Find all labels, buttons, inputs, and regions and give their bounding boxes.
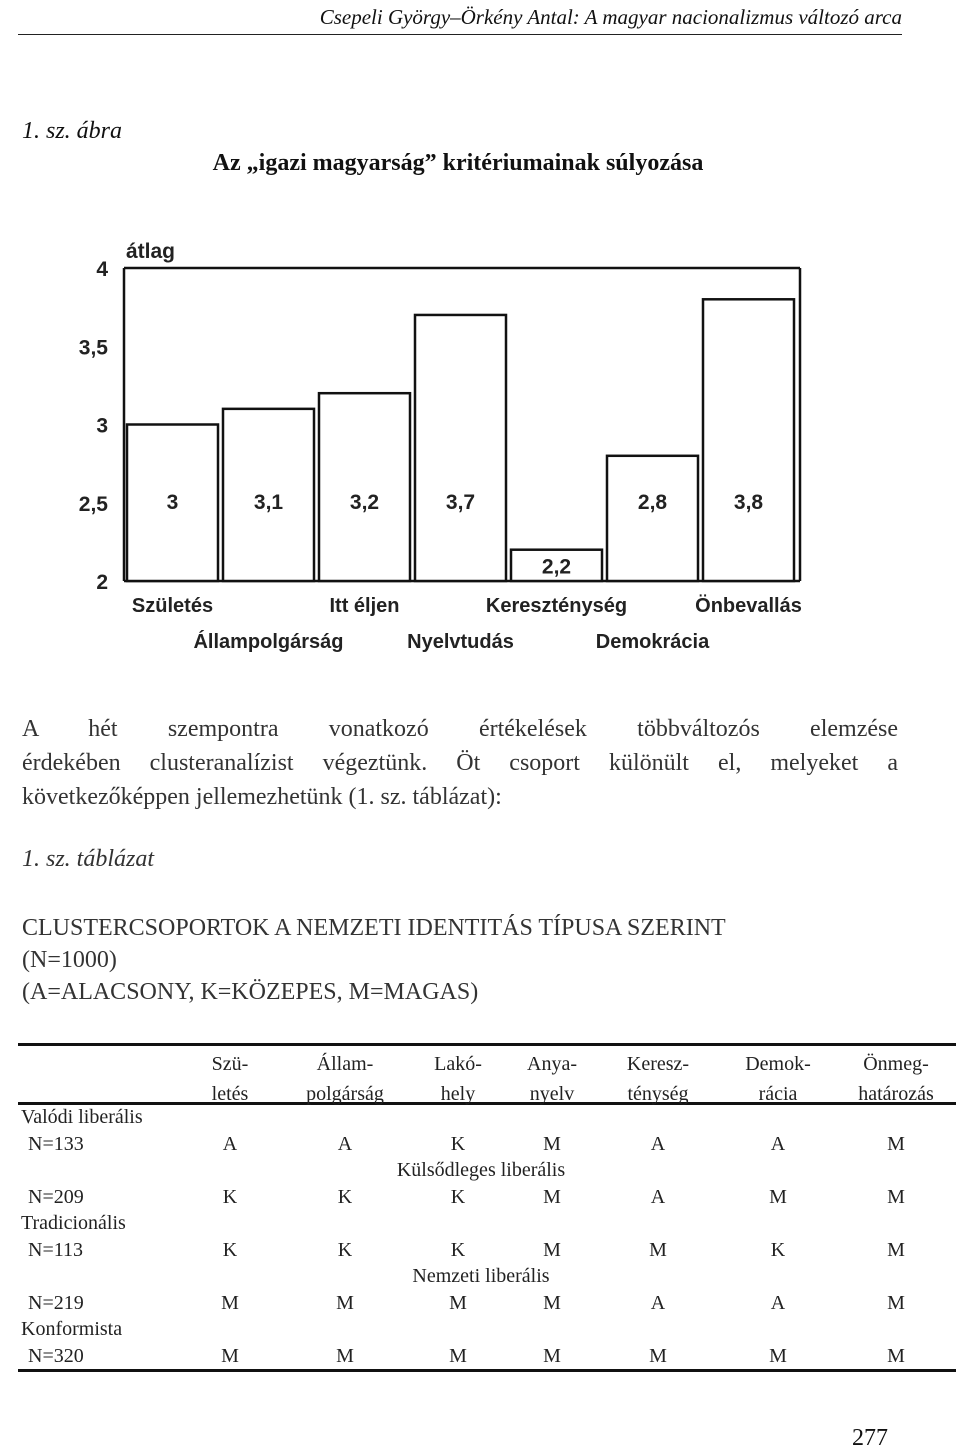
group-n: N=133 (28, 1132, 84, 1155)
cluster-table (18, 1043, 956, 1373)
column-header-line: Demok- (745, 1053, 811, 1075)
running-head-text: Csepeli György–Örkény Antal: A magyar nacionalizmus változó arca (319, 5, 902, 29)
column-header-line: Anya- (527, 1053, 577, 1075)
table-cell-value: M (543, 1132, 561, 1155)
table-cell-value: M (543, 1238, 561, 1261)
column-header-line: Állam- (316, 1053, 374, 1075)
table-cell-value: M (543, 1344, 561, 1367)
group-n: N=113 (28, 1238, 83, 1261)
column-header (492, 1049, 612, 1109)
paragraph-line: érdekében clusteranalízist végeztünk. Öt csoport különült el, melyeket a (22, 750, 898, 776)
column-header (836, 1049, 956, 1109)
figure-label: 1. sz. ábra (22, 118, 123, 144)
table-cell-value: K (450, 1238, 466, 1261)
table-cell-value: K (770, 1238, 786, 1261)
category-label: Kereszténység (485, 595, 628, 617)
category-label: Demokrácia (595, 631, 710, 653)
y-tick-label: 3,5 (78, 336, 108, 360)
table-cell-value: K (337, 1238, 353, 1261)
bar-data-label: 3 (166, 490, 179, 514)
column-header-line: Keresz- (626, 1053, 690, 1075)
bar-data-label: 3,2 (349, 490, 380, 514)
figure-title (0, 150, 960, 177)
column-header-line: hely (440, 1083, 476, 1105)
body-paragraph (22, 712, 898, 814)
figure-title-text: Az „igazi magyarság” kritériumainak súlyozása (212, 150, 704, 176)
table-cell-value: M (221, 1291, 239, 1314)
table-cell-value: M (336, 1344, 354, 1367)
table-cell-value: M (449, 1344, 467, 1367)
column-header (718, 1049, 838, 1109)
group-name: Nemzeti liberális (412, 1265, 550, 1287)
bar (415, 315, 506, 581)
table-title-line: (N=1000) (22, 947, 117, 973)
table-cell-value: M (449, 1291, 467, 1314)
table-cell-value: M (887, 1185, 905, 1208)
table-title-line: (A=ALACSONY, K=KÖZEPES, M=MAGAS) (22, 979, 479, 1005)
column-header-line: Önmeg- (863, 1053, 929, 1075)
table-cell-value: M (887, 1291, 905, 1314)
bar (319, 393, 410, 581)
table-cell-value: K (337, 1185, 353, 1208)
column-header-line: rácia (758, 1083, 798, 1105)
category-label: Születés (131, 595, 214, 617)
table-cell-value: K (222, 1185, 238, 1208)
table-cell-value: K (450, 1132, 466, 1155)
table-cell-value: M (769, 1185, 787, 1208)
paragraph-line: A hét szempontra vonatkozó értékelések többváltozós elemzése (22, 716, 898, 742)
bar-data-label: 2,2 (541, 555, 572, 579)
bar-data-label: 2,8 (637, 490, 668, 514)
table-cell-value: M (649, 1344, 667, 1367)
group-name: Konformista (21, 1318, 123, 1340)
y-tick-label: 2 (96, 571, 108, 594)
column-header-line: nyelv (529, 1083, 575, 1105)
table-bottom-rule (18, 1369, 956, 1372)
paragraph-line: következőképpen jellemezhetünk (1. sz. táblázat): (22, 784, 502, 810)
table-cell-value: M (336, 1291, 354, 1314)
table-cell-value: M (543, 1291, 561, 1314)
column-header-line: ténység (627, 1083, 689, 1105)
column-header (285, 1049, 405, 1109)
group-n: N=219 (28, 1291, 84, 1314)
table-title (22, 912, 726, 1008)
group-name: Külsődleges liberális (396, 1159, 566, 1181)
table-top-rule (18, 1043, 956, 1046)
table-cell-value: M (543, 1185, 561, 1208)
table-cell-value: A (650, 1185, 666, 1208)
table-title-line: CLUSTERCSOPORTOK A NEMZETI IDENTITÁS TÍPUSA SZERINT (22, 915, 726, 941)
y-tick-label: 2,5 (78, 492, 108, 516)
y-tick-label: 3 (96, 414, 108, 438)
table-cell-value: M (887, 1238, 905, 1261)
group-name: Valódi liberális (21, 1106, 143, 1128)
table-cell-value: A (770, 1132, 786, 1155)
column-header (170, 1049, 290, 1109)
group-n: N=209 (28, 1185, 84, 1208)
category-label: Állampolgárság (193, 631, 344, 653)
column-header (598, 1049, 718, 1109)
column-header-line: letés (211, 1083, 249, 1105)
table-cell-value: M (221, 1344, 239, 1367)
y-axis-label: átlag (126, 240, 176, 263)
table-cell-value: M (649, 1238, 667, 1261)
table-cell-value: A (650, 1132, 666, 1155)
bar (607, 456, 698, 581)
bar-data-label: 3,7 (445, 490, 476, 514)
group-n: N=320 (28, 1344, 84, 1367)
table-cell-value: A (337, 1132, 353, 1155)
page-number: 277 (852, 1425, 888, 1451)
bar-chart (60, 225, 860, 665)
table-cell-value: K (450, 1185, 466, 1208)
y-tick-label: 4 (96, 258, 108, 281)
group-name: Tradicionális (21, 1212, 126, 1234)
table-cell-value: K (222, 1238, 238, 1261)
table-cell-value: A (770, 1291, 786, 1314)
column-header-line: polgárság (306, 1083, 384, 1105)
table-cell-value: M (887, 1344, 905, 1367)
bar (703, 299, 794, 581)
category-label: Önbevallás (695, 595, 802, 617)
category-label: Itt éljen (329, 595, 400, 617)
bar-data-label: 3,1 (253, 490, 284, 514)
table-cell-value: A (222, 1132, 238, 1155)
bar-data-label: 3,8 (733, 490, 764, 514)
column-header-line: Lakó- (434, 1053, 482, 1075)
column-header-line: határozás (858, 1083, 934, 1105)
running-head (18, 4, 902, 35)
category-label: Nyelvtudás (407, 631, 514, 653)
table-cell-value: M (769, 1344, 787, 1367)
table-cell-value: A (650, 1291, 666, 1314)
column-header-line: Szü- (211, 1053, 249, 1075)
table-label: 1. sz. táblázat (22, 846, 155, 872)
table-cell-value: M (887, 1132, 905, 1155)
